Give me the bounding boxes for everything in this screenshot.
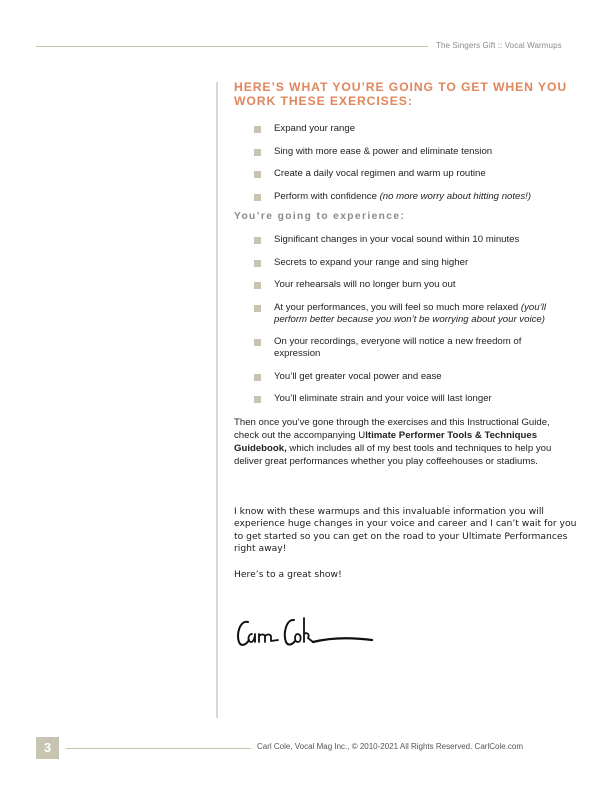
footer-copyright: Carl Cole, Vocal Mag Inc., © 2010-2021 All Rights Reserved. CarlCole.com bbox=[257, 742, 524, 751]
signature-image bbox=[234, 612, 374, 652]
main-content bbox=[234, 80, 579, 580]
square-bullet-icon bbox=[254, 126, 261, 133]
experience-list bbox=[234, 234, 579, 405]
list-item: Your rehearsals will no longer burn you out bbox=[254, 279, 579, 291]
square-bullet-icon bbox=[254, 149, 261, 156]
running-title: The Singers Gift :: Vocal Warmups bbox=[436, 41, 562, 50]
list-item: You’ll eliminate strain and your voice will last longer bbox=[254, 393, 579, 405]
benefits-list bbox=[234, 123, 579, 203]
list-item: Perform with confidence (no more worry about hitting notes!) bbox=[254, 191, 579, 203]
list-item: You’ll get greater vocal power and ease bbox=[254, 371, 579, 383]
square-bullet-icon bbox=[254, 396, 261, 403]
list-item: Significant changes in your vocal sound within 10 minutes bbox=[254, 234, 579, 246]
section-heading-experience: You’re going to experience: bbox=[234, 211, 406, 222]
list-item: Expand your range bbox=[254, 123, 579, 135]
list-item: Sing with more ease & power and eliminate tension bbox=[254, 146, 579, 158]
header-rule bbox=[36, 46, 428, 47]
list-item: Create a daily vocal regimen and warm up routine bbox=[254, 168, 579, 180]
square-bullet-icon bbox=[254, 260, 261, 267]
square-bullet-icon bbox=[254, 194, 261, 201]
page-number: 3 bbox=[36, 737, 59, 759]
square-bullet-icon bbox=[254, 282, 261, 289]
sign-off: Here’s to a great show! bbox=[234, 568, 342, 580]
closing-paragraph: I know with these warmups and this invaluable information you will experience huge changes in your voice and career and I can’t wait for you to get started so you can get on the road to your Ultimate Performances right away! bbox=[234, 505, 577, 555]
section-heading-benefits: HERE’S WHAT YOU’RE GOING TO GET WHEN YOU WORK THESE EXERCISES: bbox=[234, 80, 568, 108]
list-item: Secrets to expand your range and sing higher bbox=[254, 257, 579, 269]
square-bullet-icon bbox=[254, 339, 261, 346]
guidebook-title: ltimate Performer Tools & Techniques Guidebook, bbox=[234, 429, 538, 454]
guidebook-paragraph: Then once you’ve gone through the exercises and this Instructional Guide, check out the accompanying Ultimate Performer Tools & Techniques Guidebook, which includes all of my best tools and techniques to help you deliver great performances whether you play coffeehouses or stadiums. bbox=[234, 416, 552, 467]
footer-rule bbox=[66, 748, 251, 749]
square-bullet-icon bbox=[254, 237, 261, 244]
list-item: On your recordings, everyone will notice a new freedom of expression bbox=[254, 336, 579, 360]
list-item: At your performances, you will feel so much more relaxed (you’ll perform better because you won’t be worrying about your voice) bbox=[254, 302, 579, 326]
square-bullet-icon bbox=[254, 305, 261, 312]
square-bullet-icon bbox=[254, 171, 261, 178]
square-bullet-icon bbox=[254, 374, 261, 381]
margin-rule bbox=[216, 82, 218, 718]
